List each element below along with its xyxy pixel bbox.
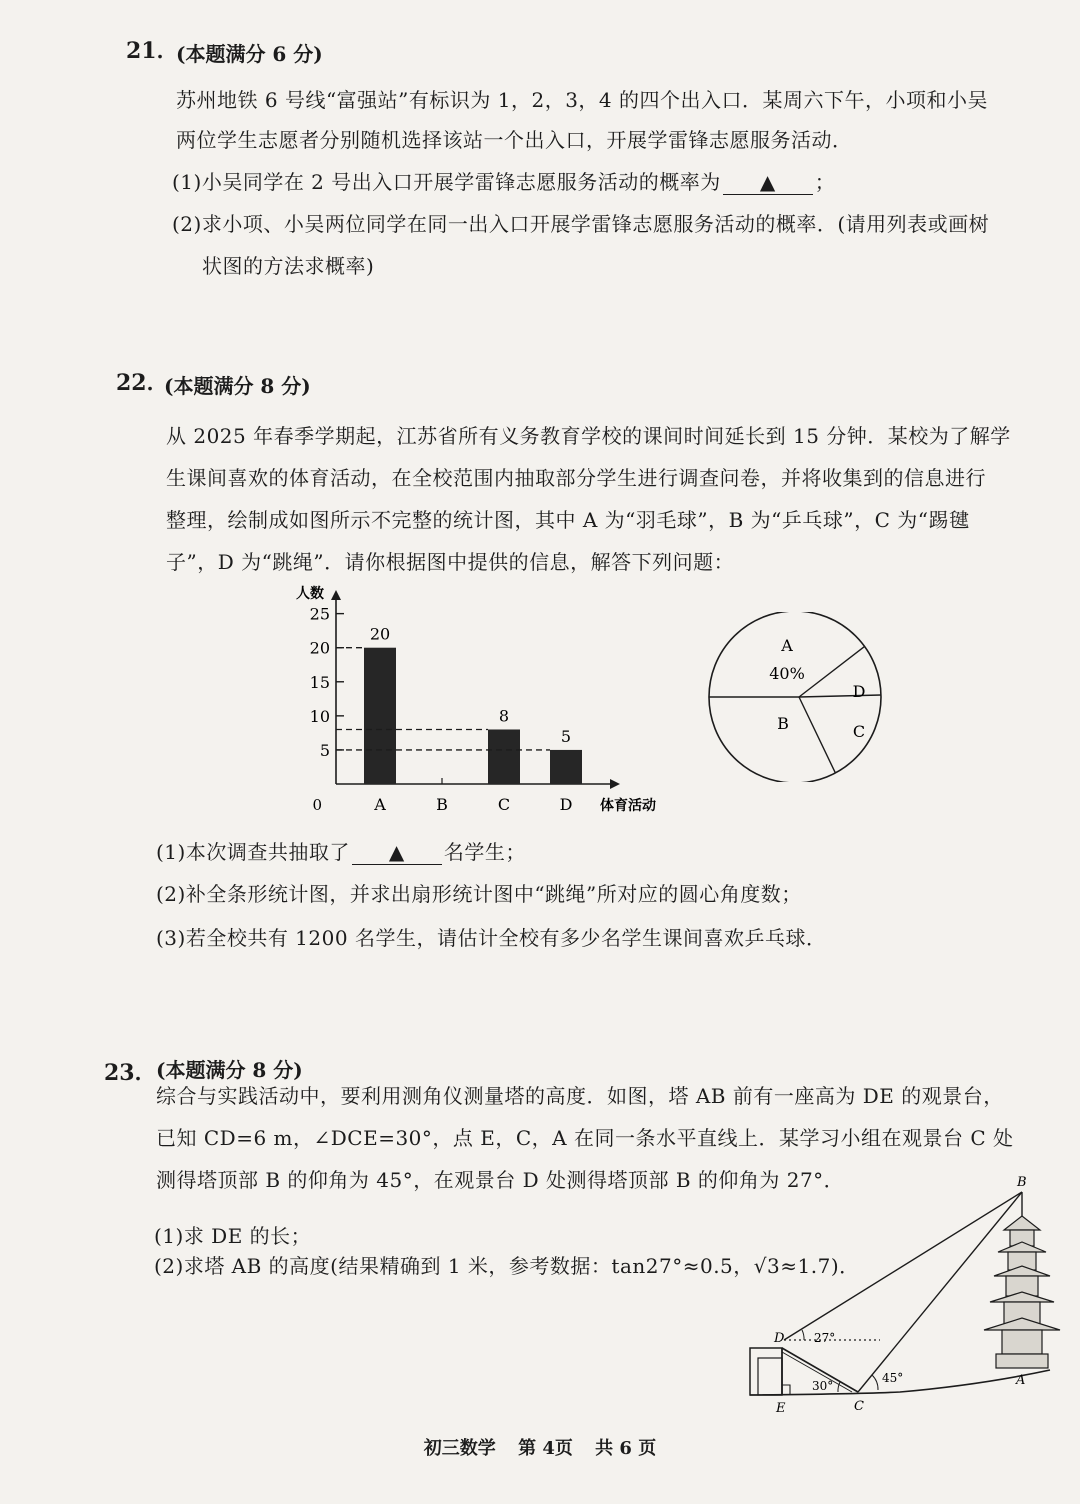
y-tick-label: 10 [309,706,330,726]
pie-divider [799,695,881,697]
q22-header: (本题满分 8 分) [164,374,311,398]
q21-part1-end: ； [814,170,836,194]
pie-slice-label: A [781,636,793,655]
q23-number: 23． [104,1060,157,1086]
angle-arc-30 [838,1382,840,1392]
bar [550,750,582,784]
q22-part1 [156,836,526,865]
angle-arc-27 [802,1330,804,1340]
bar-value-label: 20 [369,624,391,644]
q21-line-1: 苏州地铁 6 号线“富强站”有标识为 1，2，3，4 的四个出入口．某周六下午，小项和小吴 [176,88,989,112]
q21-header: (本题满分 6 分) [176,42,323,66]
q23-line-1: 综合与实践活动中，要利用测角仪测量塔的高度．如图，塔 AB 前有一座高为 DE 的观景台， [156,1084,1004,1108]
x-tick-label: A [374,795,386,814]
q22-part2: (2)补全条形统计图，并求出扇形统计图中“跳绳”所对应的圆心角度数； [156,882,802,906]
pie-slice-percent: 40% [769,664,805,683]
y-axis-arrow [331,590,341,600]
q23-part1: (1)求 DE 的长； [154,1224,312,1248]
y-tick-label: 25 [309,604,330,624]
bar [364,648,396,784]
label-D: D [774,1331,785,1346]
x-tick-label: C [497,795,511,814]
tower-figure [740,1170,1070,1420]
y-axis-label: 人数 [296,586,324,602]
label-A: A [1016,1373,1026,1388]
q22-part1-text: (1)本次调查共抽取了 [156,840,350,864]
q21-part2-line-2: 状图的方法求概率) [202,254,375,278]
q23-line-3: 测得塔顶部 B 的仰角为 45°，在观景台 D 处测得塔顶部 B 的仰角为 27°． [156,1168,845,1192]
q23-line-2: 已知 CD=6 m，∠DCE=30°，点 E，C，A 在同一条水平直线上．某学习小组在观景台 C 处 [156,1126,1014,1150]
pie-slice-label: D [852,682,866,701]
q23-header: (本题满分 8 分) [156,1058,303,1082]
x-axis-arrow [610,779,620,789]
x-tick-label: B [436,795,448,814]
page-footer [0,1434,1080,1460]
q22-part3: (3)若全校共有 1200 名学生，请估计全校有多少名学生课间喜欢乒乓球． [156,926,827,950]
pie-slice-label: B [777,714,789,733]
label-E: E [776,1401,786,1416]
q21-part1-blank: ▲ [723,170,813,195]
q21-number: 21． [126,38,179,64]
q22-line-3: 整理，绘制成如图所示不完整的统计图，其中 A 为“羽毛球”，B 为“乒乓球”，C 为“踢毽 [166,508,970,532]
q21-part2-line-1: (2)求小项、小吴两位同学在同一出入口开展学雷锋志愿服务活动的概率．(请用列表或画树 [172,212,990,236]
label-B: B [1017,1175,1027,1190]
bar [488,729,520,784]
y-tick-label: 5 [319,740,330,760]
y-tick-label: 20 [309,638,330,658]
label-C: C [854,1399,864,1414]
sight-line-DB [784,1192,1022,1340]
pie-chart [700,612,890,782]
x-axis-label: 体育活动 [600,798,656,814]
platform-inner [758,1358,782,1395]
pie-divider [799,697,835,773]
x-tick-label: D [559,795,573,814]
label-angle-45: 45° [882,1371,904,1385]
pagoda-drawing [984,1192,1060,1368]
label-angle-30: 30° [812,1379,834,1393]
q23-part2: (2)求塔 AB 的高度(结果精确到 1 米，参考数据：tan27°≈0.5，√3≈1.7)． [154,1254,860,1278]
q22-number: 22． [116,370,169,396]
angle-arc-45 [872,1375,878,1390]
q22-part1-end: 名学生； [443,840,526,864]
y-tick-label: 15 [309,672,330,692]
right-angle-mark [782,1385,790,1395]
q21-line-2: 两位学生志愿者分别随机选择该站一个出入口，开展学雷锋志愿服务活动． [176,128,853,152]
pie-slice-label: C [852,722,866,741]
bar-value-label: 8 [498,706,510,726]
y-tick-label: 0 [312,796,322,814]
footer-page: 第 4页 [518,1438,573,1459]
bar-value-label: 5 [560,726,572,746]
q21-part1-text: (1)小吴同学在 2 号出入口开展学雷锋志愿服务活动的概率为 [172,170,721,194]
footer-total: 共 6 页 [595,1438,657,1459]
q22-line-4: 子”，D 为“跳绳”．请你根据图中提供的信息，解答下列问题： [166,550,735,574]
q22-part1-blank: ▲ [352,840,442,865]
platform-box [750,1348,782,1395]
q22-line-1: 从 2025 年春季学期起，江苏省所有义务教育学校的课间时间延长到 15 分钟．某校为了解学 [166,424,1011,448]
label-angle-27: 27° [814,1331,836,1345]
footer-subject: 初三数学 [423,1438,496,1459]
q21-part1 [172,166,835,195]
bar-chart [290,580,680,820]
q22-line-2: 生课间喜欢的体育活动，在全校范围内抽取部分学生进行调查问卷，并将收集到的信息进行 [166,466,986,490]
